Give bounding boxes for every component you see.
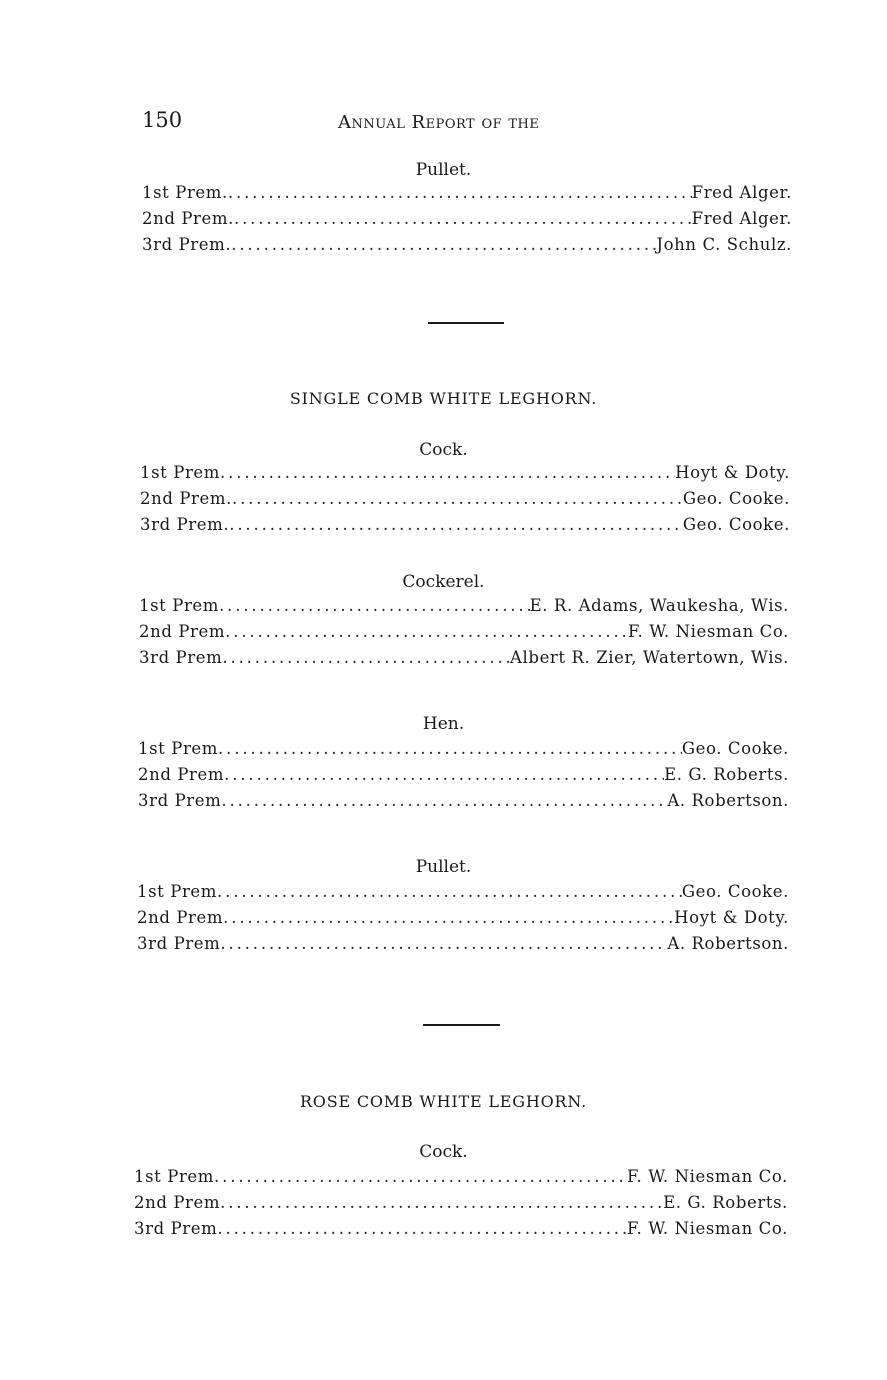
premium-row bbox=[142, 209, 792, 231]
winner-name: Fred Alger. bbox=[691, 209, 792, 228]
premium-row bbox=[140, 515, 790, 537]
premium-label: 2nd Prem bbox=[137, 908, 224, 927]
leader-dots bbox=[222, 648, 510, 667]
leader-dots bbox=[234, 209, 692, 228]
winner-name: E. G. Roberts. bbox=[663, 1193, 788, 1212]
winner-name: Geo. Cooke. bbox=[681, 739, 789, 758]
winner-name: Hoyt & Doty. bbox=[674, 908, 789, 927]
breed-heading: ROSE COMB WHITE LEGHORN. bbox=[299, 1092, 588, 1111]
premium-row bbox=[137, 908, 789, 930]
premium-row bbox=[139, 622, 789, 644]
premium-row bbox=[139, 648, 789, 670]
premium-label: 3rd Prem bbox=[134, 1219, 218, 1238]
leader-dots bbox=[223, 908, 674, 927]
premium-row bbox=[138, 739, 789, 761]
premium-label: 1st Prem bbox=[137, 882, 218, 901]
premium-row bbox=[134, 1167, 788, 1189]
winner-name: F. W. Niesman Co. bbox=[627, 1167, 788, 1186]
leader-dots bbox=[219, 596, 530, 615]
premium-row bbox=[142, 235, 792, 257]
page-header bbox=[0, 108, 887, 138]
premium-label: 2nd Prem. bbox=[140, 489, 232, 508]
winner-name: Fred Alger. bbox=[691, 183, 792, 202]
winner-name: Geo. Cooke. bbox=[682, 515, 790, 534]
premium-label: 2nd Prem bbox=[134, 1193, 221, 1212]
leader-dots bbox=[228, 183, 692, 202]
page-number: 150 bbox=[142, 108, 183, 132]
premium-label: 3rd Prem. bbox=[140, 515, 230, 534]
winner-name: Hoyt & Doty. bbox=[675, 463, 790, 482]
winner-name: John C. Schulz. bbox=[656, 235, 792, 254]
section-divider bbox=[423, 1024, 500, 1026]
winner-name: Geo. Cooke. bbox=[681, 882, 789, 901]
premium-row bbox=[138, 791, 789, 813]
premium-label: 1st Prem bbox=[139, 596, 220, 615]
winner-name: Geo. Cooke. bbox=[682, 489, 790, 508]
group-title: Cockerel. bbox=[402, 572, 485, 592]
group-title: Cock. bbox=[419, 440, 468, 460]
premium-row bbox=[142, 183, 792, 205]
leader-dots bbox=[217, 1219, 627, 1238]
leader-dots bbox=[220, 934, 667, 953]
premium-row bbox=[137, 934, 789, 956]
premium-label: 1st Prem bbox=[138, 739, 219, 758]
leader-dots bbox=[231, 235, 656, 254]
group-title: Pullet. bbox=[415, 857, 472, 877]
winner-name: A. Robertson. bbox=[667, 934, 789, 953]
running-title: Annual Report of the bbox=[338, 112, 540, 133]
leader-dots bbox=[232, 489, 683, 508]
leader-dots bbox=[225, 622, 628, 641]
leader-dots bbox=[224, 765, 664, 784]
group-title: Cock. bbox=[419, 1142, 468, 1162]
premium-label: 2nd Prem bbox=[138, 765, 225, 784]
leader-dots bbox=[221, 791, 667, 810]
premium-label: 3rd Prem bbox=[138, 791, 222, 810]
premium-label: 2nd Prem bbox=[139, 622, 226, 641]
leader-dots bbox=[218, 739, 682, 758]
group-title: Pullet. bbox=[415, 160, 472, 180]
winner-name: A. Robertson. bbox=[667, 791, 789, 810]
premium-label: 3rd Prem. bbox=[142, 235, 232, 254]
premium-row bbox=[140, 463, 790, 485]
section-divider bbox=[428, 322, 504, 324]
premium-label: 3rd Prem bbox=[139, 648, 223, 667]
breed-heading: SINGLE COMB WHITE LEGHORN. bbox=[289, 389, 598, 408]
group-title: Hen. bbox=[422, 714, 465, 734]
winner-name: F. W. Niesman Co. bbox=[627, 1219, 788, 1238]
premium-row bbox=[134, 1193, 788, 1215]
premium-row bbox=[139, 596, 789, 618]
winner-name: E. G. Roberts. bbox=[664, 765, 789, 784]
leader-dots bbox=[220, 463, 675, 482]
leader-dots bbox=[217, 882, 682, 901]
premium-row bbox=[137, 882, 789, 904]
winner-name: Albert R. Zier, Watertown, Wis. bbox=[510, 648, 789, 667]
winner-name: E. R. Adams, Waukesha, Wis. bbox=[529, 596, 789, 615]
leader-dots bbox=[220, 1193, 663, 1212]
leader-dots bbox=[229, 515, 683, 534]
premium-label: 1st Prem bbox=[134, 1167, 215, 1186]
leader-dots bbox=[214, 1167, 627, 1186]
premium-row bbox=[134, 1219, 788, 1241]
premium-label: 1st Prem bbox=[140, 463, 221, 482]
premium-label: 3rd Prem bbox=[137, 934, 221, 953]
premium-row bbox=[138, 765, 789, 787]
premium-label: 2nd Prem. bbox=[142, 209, 234, 228]
premium-label: 1st Prem. bbox=[142, 183, 228, 202]
winner-name: F. W. Niesman Co. bbox=[628, 622, 789, 641]
premium-row bbox=[140, 489, 790, 511]
